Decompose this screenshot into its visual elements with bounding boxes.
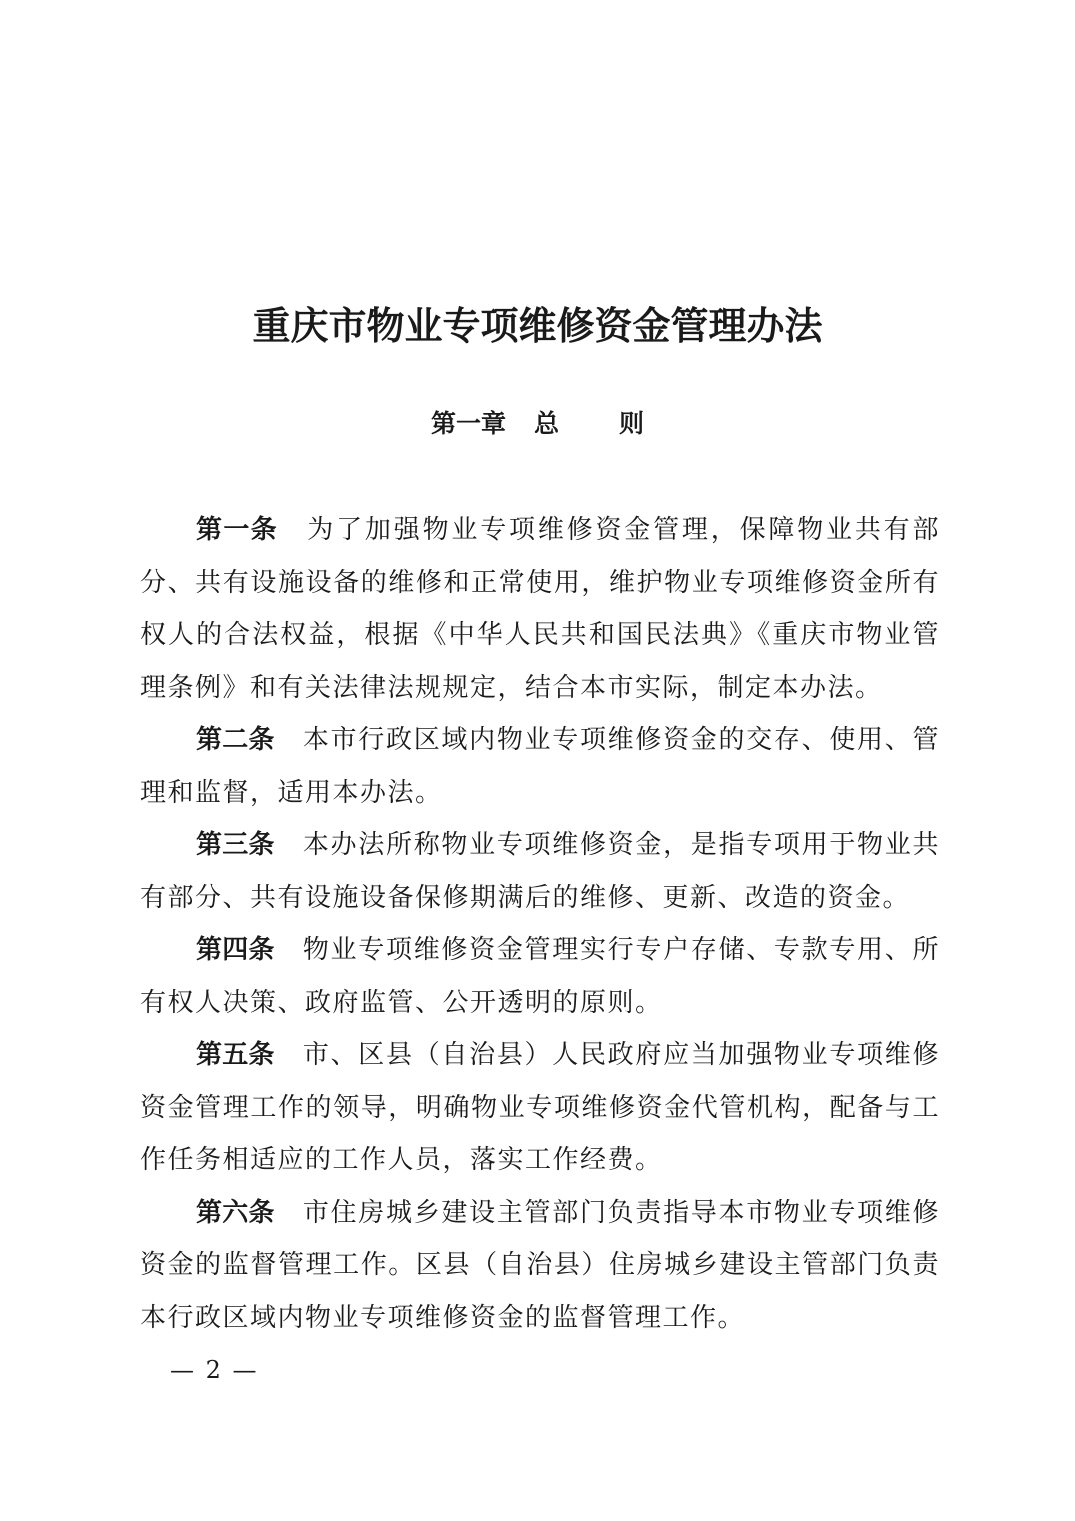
article-6 xyxy=(140,1187,940,1345)
article-text: 本办法所称物业专项维修资金，是指专项用于物业共有部分、共有设施设备保修期满后的维修、更新、改造的资金。 xyxy=(140,830,940,913)
chapter-number: 第一章 xyxy=(430,409,506,438)
article-1 xyxy=(140,504,940,714)
article-3 xyxy=(140,819,940,924)
article-number: 第四条 xyxy=(196,935,275,965)
page-number: — 2 — xyxy=(170,1356,259,1384)
chapter-heading xyxy=(0,404,1075,444)
chapter-title-part1: 总 xyxy=(533,409,559,438)
article-number: 第五条 xyxy=(196,1040,275,1070)
article-text: 物业专项维修资金管理实行专户存储、专款专用、所有权人决策、政府监管、公开透明的原则。 xyxy=(140,935,940,1018)
article-text: 本市行政区域内物业专项维修资金的交存、使用、管理和监督，适用本办法。 xyxy=(140,725,940,808)
article-number: 第二条 xyxy=(196,725,275,755)
article-5 xyxy=(140,1029,940,1187)
article-4 xyxy=(140,924,940,1029)
chapter-title-part2: 则 xyxy=(619,409,645,438)
article-number: 第六条 xyxy=(196,1197,275,1228)
article-text: 市住房城乡建设主管部门负责指导本市物业专项维修资金的监督管理工作。区县（自治县）住房城乡建设主管部门负责本行政区域内物业专项维修资金的监督管理工作。 xyxy=(140,1197,940,1333)
article-number: 第三条 xyxy=(196,830,275,860)
document-body xyxy=(140,504,940,1344)
article-text: 为了加强物业专项维修资金管理，保障物业共有部分、共有设施设备的维修和正常使用，维护物业专项维修资金所有权人的合法权益，根据《中华人民共和国民法典》《重庆市物业管理条例》和有关法律法规规定，结合本市实际，制定本办法。 xyxy=(140,515,940,703)
article-number: 第一条 xyxy=(196,515,278,545)
article-2 xyxy=(140,714,940,819)
document-title: 重庆市物业专项维修资金管理办法 xyxy=(252,304,823,348)
article-text: 市、区县（自治县）人民政府应当加强物业专项维修资金管理工作的领导，明确物业专项维修资金代管机构，配备与工作任务相适应的工作人员，落实工作经费。 xyxy=(140,1040,940,1175)
